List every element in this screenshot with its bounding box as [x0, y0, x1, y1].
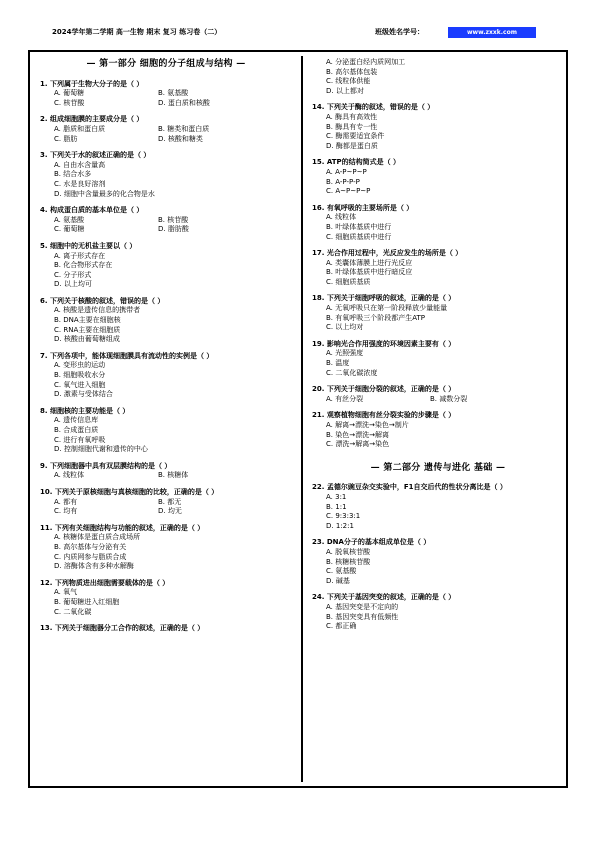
answer-option[interactable]: C. 内质网参与脂质合成 — [54, 552, 127, 561]
answer-options — [312, 548, 564, 586]
question — [40, 624, 292, 634]
answer-option[interactable]: A. 线粒体 — [326, 213, 357, 222]
answer-option[interactable]: C. 都正确 — [326, 622, 357, 631]
answer-options — [40, 306, 292, 344]
answer-option[interactable]: B. 核糖核苷酸 — [326, 557, 371, 566]
answer-option[interactable]: A. 解离→漂洗→染色→制片 — [326, 421, 409, 429]
answer-options — [40, 471, 292, 481]
answer-option[interactable]: B. 核苷酸 — [158, 215, 189, 224]
question — [312, 103, 564, 151]
answer-option[interactable]: C. 漂洗→解离→染色 — [326, 440, 390, 449]
question-stem: 1. 下列属于生物大分子的是（ ） — [40, 79, 144, 88]
question-stem: 24. 下列关于基因突变的叙述，正确的是（ ） — [312, 593, 456, 602]
answer-option[interactable]: D. 碱基 — [326, 576, 350, 585]
section-title: — 第一部分 细胞的分子组成与结构 — — [86, 59, 246, 69]
answer-option[interactable]: D. 均无 — [158, 507, 182, 516]
question — [312, 340, 564, 378]
answer-option[interactable]: C. A~P~P~P — [326, 187, 371, 196]
answer-options — [312, 113, 564, 151]
answer-options — [40, 416, 292, 454]
question — [312, 58, 564, 96]
answer-option[interactable]: A. 脂质和蛋白质 — [54, 124, 106, 133]
answer-options — [312, 304, 564, 333]
answer-option[interactable]: C. 线粒体供能 — [326, 77, 371, 86]
answer-option[interactable]: A. 核糖体是蛋白质合成场所 — [54, 533, 141, 542]
question — [40, 407, 292, 455]
question — [312, 249, 564, 287]
answer-option[interactable]: A. 线粒体 — [54, 471, 85, 480]
answer-option[interactable]: B. 叶绿体基质中进行暗反应 — [326, 268, 413, 277]
question-stem: 17. 光合作用过程中，光反应发生的场所是（ ） — [312, 249, 463, 258]
question — [312, 483, 564, 531]
answer-option[interactable]: D. 蛋白质和核酸 — [158, 98, 210, 107]
page-frame — [28, 50, 568, 788]
question-stem: 21. 观察植物细胞有丝分裂实验的步骤是（ ） — [312, 411, 456, 420]
question — [312, 158, 564, 196]
answer-options — [40, 252, 292, 290]
answer-options — [40, 498, 292, 517]
question-stem: 19. 影响光合作用强度的环境因素主要有（ ） — [312, 339, 456, 348]
question — [40, 462, 292, 481]
answer-options — [40, 361, 292, 399]
answer-option[interactable]: A. 自由水含量高 — [54, 160, 106, 169]
answer-option[interactable]: A. 类囊体薄膜上进行光反应 — [326, 258, 413, 267]
answer-option[interactable]: C. 氨基酸 — [326, 567, 357, 576]
question-stem: 4. 构成蛋白质的基本单位是（ ） — [40, 206, 144, 215]
answer-option[interactable]: A. 都有 — [54, 497, 78, 506]
column-divider — [301, 56, 303, 782]
question — [40, 242, 292, 290]
answer-option[interactable]: B. 高尔基体包装 — [326, 67, 378, 76]
question — [312, 204, 564, 242]
answer-option[interactable]: D. 控制细胞代谢和遗传的中心 — [54, 445, 148, 454]
header-title: 2024学年第二学期 高一生物 期末 复习 练习卷（二） — [52, 28, 222, 36]
answer-option[interactable]: A. 核酸是遗传信息的携带者 — [54, 306, 141, 315]
answer-option[interactable]: B. 高尔基体与分泌有关 — [54, 542, 127, 551]
answer-options — [40, 533, 292, 571]
answer-option[interactable]: A. 分泌蛋白经内质网加工 — [326, 58, 406, 66]
answer-option[interactable]: C. 细胞质基质中进行 — [326, 232, 392, 241]
question-stem: 11. 下列有关细胞结构与功能的叙述，正确的是（ ） — [40, 523, 205, 532]
question — [312, 294, 564, 332]
answer-option[interactable]: B. 合成蛋白质 — [54, 426, 99, 434]
answer-option[interactable]: C. 氧气进入细胞 — [54, 380, 106, 389]
question-stem: 6. 下列关于核酸的叙述，错误的是（ ） — [40, 296, 165, 305]
answer-options — [40, 89, 292, 108]
answer-option[interactable]: B. 基因突变具有低频性 — [326, 612, 399, 621]
answer-options — [40, 125, 292, 144]
question — [312, 411, 564, 449]
answer-option[interactable]: A. 酶具有高效性 — [326, 112, 378, 121]
answer-options — [312, 58, 564, 96]
answer-option[interactable]: B. 酶具有专一性 — [326, 122, 378, 131]
answer-option[interactable]: A. 变形虫的运动 — [54, 361, 106, 370]
answer-option[interactable]: D. 1:2:1 — [326, 521, 354, 530]
answer-options — [40, 588, 292, 617]
answer-option[interactable]: A. 光照强度 — [326, 349, 364, 358]
answer-option[interactable]: C. 进行有氧呼吸 — [54, 435, 106, 444]
answer-option[interactable]: D. 以上都对 — [326, 86, 364, 95]
question-stem: 13. 下列关于细胞器分工合作的叙述，正确的是（ ） — [40, 624, 205, 633]
answer-options — [312, 421, 564, 450]
answer-option[interactable]: A. 脱氧核苷酸 — [326, 547, 371, 556]
answer-option[interactable]: B. 化合物形式存在 — [54, 261, 113, 270]
answer-option[interactable]: A. 3:1 — [326, 492, 347, 501]
answer-option[interactable]: C. 葡萄糖 — [54, 225, 85, 234]
answer-options — [312, 395, 564, 405]
question — [40, 524, 292, 572]
answer-option[interactable]: C. 脂肪 — [54, 134, 78, 143]
answer-option[interactable]: C. 细胞质基质 — [326, 277, 371, 286]
question — [40, 297, 292, 345]
answer-option[interactable]: B. 细胞吸收水分 — [54, 371, 106, 380]
answer-option[interactable]: A. A-P~P~P — [326, 167, 367, 176]
answer-option[interactable]: B. 叶绿体基质中进行 — [326, 222, 392, 231]
section-title: — 第二部分 遗传与进化 基础 — — [370, 462, 506, 473]
answer-options — [312, 349, 564, 378]
question — [40, 488, 292, 517]
question-stem: 12. 下列物质进出细胞需要载体的是（ ） — [40, 578, 170, 587]
answer-option[interactable]: A. 有丝分裂 — [326, 394, 364, 403]
answer-option[interactable]: A. 葡萄糖 — [54, 89, 85, 98]
question-stem: 18. 下列关于细胞呼吸的叙述，正确的是（ ） — [312, 294, 456, 303]
answer-option[interactable]: A. 离子形式存在 — [54, 251, 106, 260]
question-stem: 14. 下列关于酶的叙述，错误的是（ ） — [312, 103, 435, 112]
answer-option[interactable]: B. 有氧呼吸三个阶段都产生ATP — [326, 313, 425, 322]
answer-option[interactable]: C. 均有 — [54, 507, 78, 516]
answer-option[interactable]: B. 糖类和蛋白质 — [158, 124, 210, 133]
question — [312, 385, 564, 404]
header-link[interactable]: www.zxxk.com — [448, 27, 536, 38]
answer-option[interactable]: A. 基因突变是不定向的 — [326, 602, 399, 611]
answer-option[interactable]: C. RNA主要在细胞质 — [54, 325, 121, 334]
answer-option[interactable]: C. 分子形式 — [54, 270, 92, 279]
answer-option[interactable]: D. 核酸和糖类 — [158, 134, 203, 143]
question — [312, 538, 564, 586]
answer-option[interactable]: C. 二氧化碳浓度 — [326, 368, 378, 377]
answer-option[interactable]: B. 都无 — [158, 497, 182, 506]
answer-option[interactable]: B. 葡萄糖进入红细胞 — [54, 597, 120, 606]
question — [40, 579, 292, 617]
question-stem: 7. 下列各项中，能体现细胞膜具有流动性的实例是（ ） — [40, 351, 214, 360]
question — [312, 593, 564, 631]
answer-option[interactable]: B. DNA主要在细胞核 — [54, 316, 121, 325]
answer-option[interactable]: D. 细胞中含量最多的化合物是水 — [54, 189, 155, 198]
answer-options — [312, 213, 564, 242]
answer-option[interactable]: C. 酶需要适宜条件 — [326, 132, 385, 141]
answer-option[interactable]: A. 遗传信息库 — [54, 416, 99, 425]
question — [40, 80, 292, 109]
question-stem: 3. 下列关于水的叙述正确的是（ ） — [40, 151, 151, 160]
answer-option[interactable]: C. 9:3:3:1 — [326, 512, 361, 521]
question-stem: 22. 孟德尔豌豆杂交实验中，F1自交后代的性状分离比是（ ） — [312, 483, 507, 492]
answer-options — [40, 216, 292, 235]
question-stem: 16. 有氧呼吸的主要场所是（ ） — [312, 203, 414, 212]
answer-option[interactable]: C. 核苷酸 — [54, 98, 85, 107]
answer-option[interactable]: B. A-P-P-P — [326, 177, 360, 186]
question-stem: 2. 组成细胞膜的主要成分是（ ） — [40, 115, 144, 124]
answer-option[interactable]: D. 核酸由葡萄糖组成 — [54, 335, 120, 344]
answer-option[interactable]: A. 氨基酸 — [54, 215, 85, 224]
question-stem: 20. 下列关于细胞分裂的叙述，正确的是（ ） — [312, 385, 456, 394]
answer-option[interactable]: C. 以上均对 — [326, 323, 364, 332]
answer-option[interactable]: B. 减数分裂 — [430, 394, 468, 403]
answer-option[interactable]: B. 核糖体 — [158, 471, 189, 480]
answer-option[interactable]: B. 温度 — [326, 359, 350, 368]
answer-options — [312, 493, 564, 531]
answer-options — [40, 161, 292, 199]
page-header — [30, 24, 565, 40]
right-column — [312, 58, 564, 639]
question-stem: 15. ATP的结构简式是（ ） — [312, 158, 401, 167]
header-student-info: 班级姓名学号： — [375, 28, 424, 36]
answer-option[interactable]: B. 染色→漂洗→解离 — [326, 430, 389, 439]
answer-option[interactable]: D. 脂肪酸 — [158, 225, 189, 234]
answer-option[interactable]: B. 1:1 — [326, 502, 347, 511]
question — [40, 352, 292, 400]
answer-options — [312, 259, 564, 288]
answer-option[interactable]: C. 水是良好溶剂 — [54, 179, 106, 188]
question — [40, 151, 292, 199]
question-stem: 8. 细胞核的主要功能是（ ） — [40, 406, 130, 415]
question-stem: 10. 下列关于原核细胞与真核细胞的比较，正确的是（ ） — [40, 487, 219, 496]
answer-option[interactable]: B. 氨基酸 — [158, 89, 189, 98]
answer-options — [312, 168, 564, 197]
answer-option[interactable]: D. 以上均可 — [54, 280, 92, 289]
answer-option[interactable]: D. 激素与受体结合 — [54, 390, 113, 399]
answer-option[interactable]: D. 溶酶体含有多种水解酶 — [54, 562, 134, 571]
question — [40, 115, 292, 144]
question-stem: 9. 下列细胞器中具有双层膜结构的是（ ） — [40, 461, 172, 470]
answer-option[interactable]: D. 酶都是蛋白质 — [326, 141, 378, 150]
answer-option[interactable]: A. 氧气 — [54, 588, 78, 597]
answer-option[interactable]: A. 无氧呼吸只在第一阶段释放少量能量 — [326, 304, 448, 313]
answer-option[interactable]: B. 结合水多 — [54, 170, 92, 179]
answer-option[interactable]: C. 二氧化碳 — [54, 607, 92, 616]
question — [40, 206, 292, 235]
question-stem: 23. DNA分子的基本组成单位是（ ） — [312, 538, 431, 547]
question-stem: 5. 细胞中的无机盐主要以（ ） — [40, 241, 137, 250]
left-column — [40, 58, 292, 641]
answer-options — [312, 603, 564, 632]
